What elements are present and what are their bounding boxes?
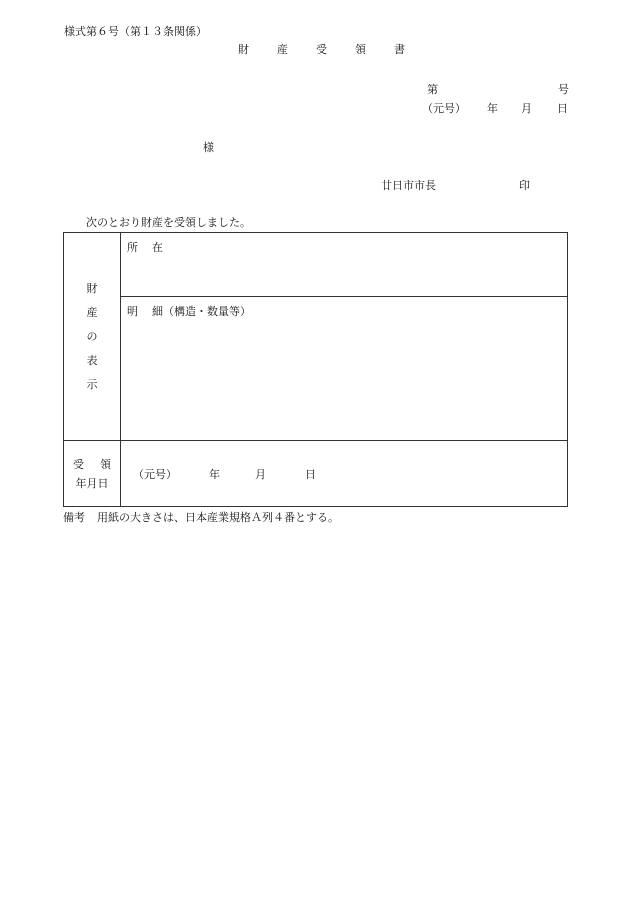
property-table [63, 232, 568, 507]
property-label-char: の [86, 329, 98, 343]
location-cell[interactable] [121, 233, 568, 297]
receipt-date-label: 受 領 年月日 [64, 441, 121, 507]
intro-text: 次のとおり財産を受領しました。 [86, 216, 251, 229]
form-number: 様式第６号（第１３条関係） [64, 25, 207, 38]
location-row [64, 233, 568, 297]
remarks-note [63, 512, 339, 523]
addressee-suffix: 様 [203, 141, 214, 154]
seal-mark: 印 [519, 179, 530, 192]
number-prefix: 第 [427, 83, 438, 96]
receipt-month-label: 月 [255, 467, 266, 481]
title-char: 受 [316, 43, 327, 56]
details-cell[interactable] [121, 297, 568, 441]
details-row [64, 297, 568, 441]
details-label: 明 細（構造・数量等） [127, 305, 251, 318]
location-label: 所 在 [127, 241, 163, 254]
date-day-label: 日 [557, 102, 568, 115]
receipt-row [64, 441, 568, 507]
title-char: 産 [277, 43, 288, 56]
remarks-heading: 備考 [63, 511, 85, 524]
receipt-day-label: 日 [305, 467, 316, 481]
title-char: 書 [394, 43, 405, 56]
property-label-char: 産 [86, 305, 98, 319]
property-label-char: 財 [86, 281, 98, 295]
property-label-char: 示 [86, 377, 98, 391]
remarks-text: 用紙の大きさは、日本産業規格Ａ列４番とする。 [97, 511, 339, 524]
property-display-label [64, 233, 121, 441]
date-month-label: 月 [521, 102, 532, 115]
number-suffix: 号 [558, 83, 569, 96]
document-title [238, 44, 405, 55]
receipt-date-cell[interactable] [121, 441, 568, 507]
property-label-char: 表 [86, 353, 98, 367]
title-char: 財 [238, 43, 249, 56]
date-era: （元号） [422, 102, 466, 115]
receipt-year-label: 年 [209, 467, 220, 481]
title-char: 領 [355, 43, 366, 56]
issuer-name: 廿日市市長 [381, 179, 436, 192]
receipt-era: （元号） [133, 467, 177, 481]
date-year-label: 年 [487, 102, 498, 115]
